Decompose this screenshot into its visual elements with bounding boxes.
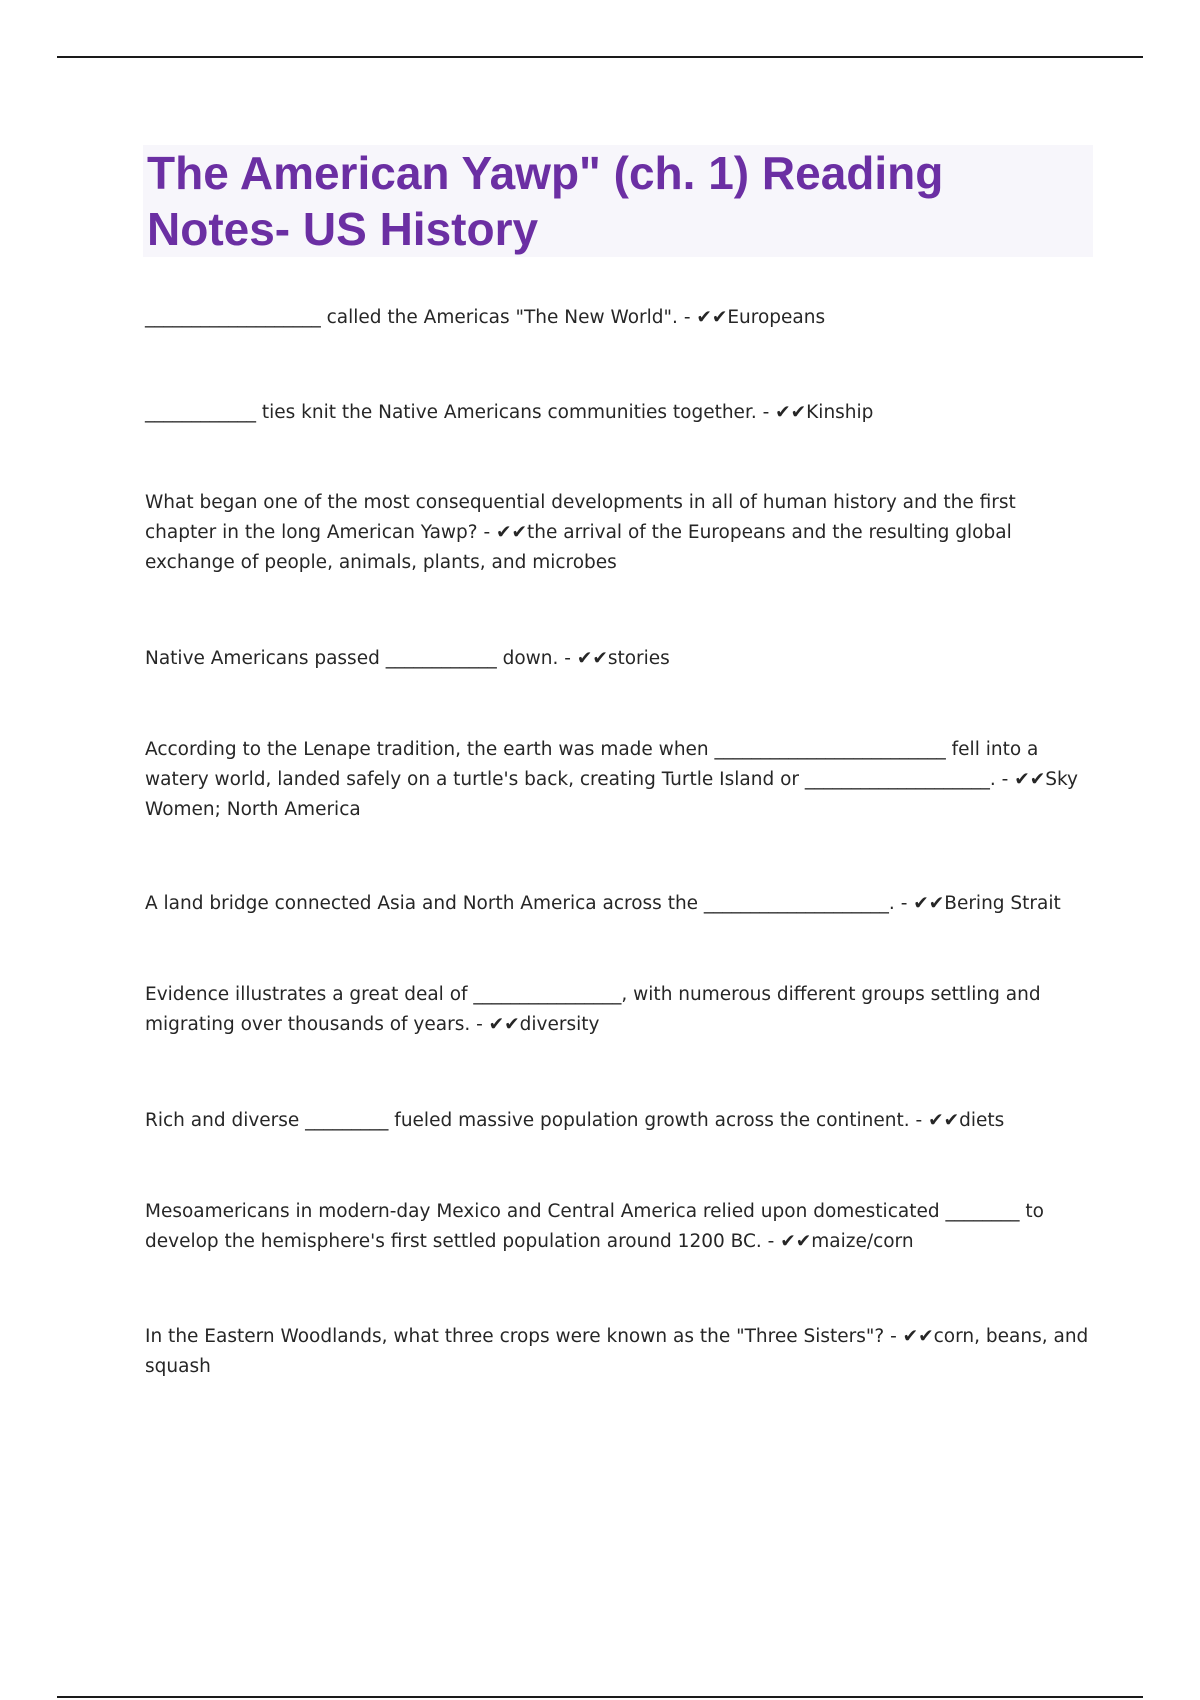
flashcard-item: Native Americans passed ____________ down. - ✔✔stories — [145, 648, 670, 669]
flashcard-item: Rich and diverse _________ fueled massive population growth across the continent. - ✔✔diets — [145, 1110, 1005, 1131]
top-divider — [57, 56, 1143, 58]
bottom-divider — [57, 1696, 1143, 1698]
flashcard-item: Evidence illustrates a great deal of ________________, with numerous different groups settling and migrating over thousands of years. - ✔✔diversity — [145, 984, 1041, 1035]
title-banner — [143, 145, 1093, 257]
flashcard-item: What began one of the most consequential developments in all of human history and the first chapter in the long American Yawp? - ✔✔the arrival of the Europeans and the resulting global exchange of people, animals, plants, and microbes — [145, 492, 1016, 573]
flashcard-item: According to the Lenape tradition, the earth was made when _________________________ fell into a watery world, landed safely on a turtle's back, creating Turtle Island or ____________________. - ✔✔Sky Women; North America — [145, 739, 1078, 820]
flashcard-item: ___________________ called the Americas "The New World". - ✔✔Europeans — [145, 307, 826, 328]
flashcard-item: In the Eastern Woodlands, what three crops were known as the "Three Sisters"? - ✔✔corn, beans, and squash — [145, 1326, 1089, 1377]
flashcard-item: ____________ ties knit the Native Americans communities together. - ✔✔Kinship — [145, 402, 874, 423]
flashcard-item: A land bridge connected Asia and North America across the ____________________. - ✔✔Bering Strait — [145, 893, 1061, 914]
flashcard-item: Mesoamericans in modern-day Mexico and Central America relied upon domesticated ________ to develop the hemisphere's first settled population around 1200 BC. - ✔✔maize/corn — [145, 1201, 1044, 1252]
page-title: The American Yawp" (ch. 1) Reading Notes- US History — [147, 147, 944, 255]
